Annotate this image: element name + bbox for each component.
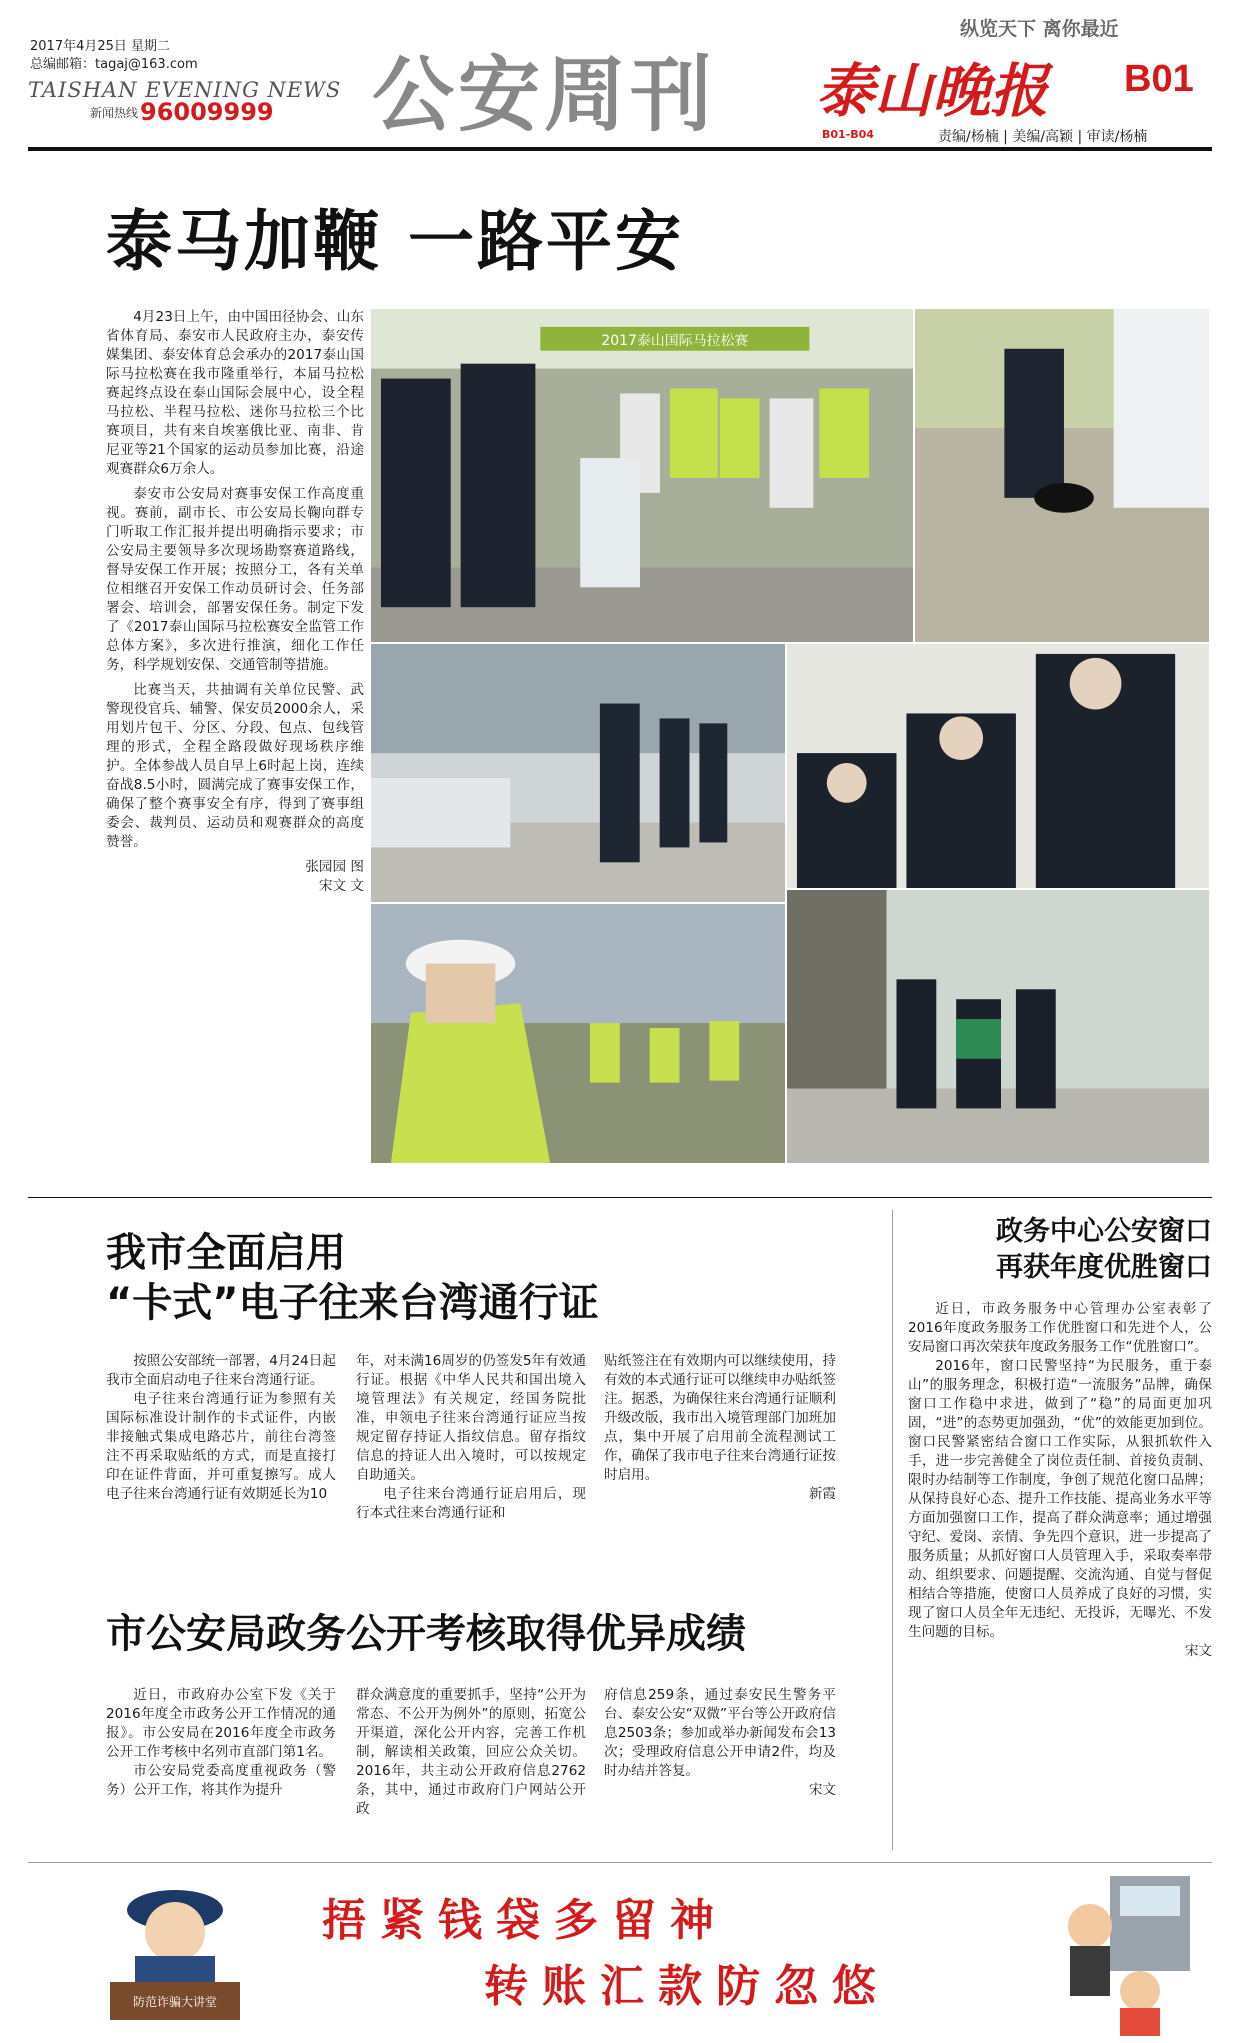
page-range: B01-B04 [822,128,874,141]
taiwan-paragraph: 贴纸签注在有效期内可以继续使用，持有效的本式通行证可以继续申办贴纸签注。据悉，为确保往来台湾通行证顺利升级改版，我市出入境管理部门加班加点，集中开展了启用前全流程测试工作，确保了我市电子往来台湾通行证按时启用。 [604,1353,836,1483]
assessment-col-3 [604,1686,836,1800]
section-title: 公安周刊 [372,48,717,143]
editors-line: 责编/杨楠 | 美编/高颖 | 审读/杨楠 [938,129,1148,145]
lead-headline: 泰马加鞭 一路平安 [106,203,684,280]
banner-rule [28,1862,1212,1863]
traffic-police-photo [370,903,786,1164]
fraud-cartoon-illustration [1040,1866,1212,2036]
taiwan-headline-line2: “卡式”电子往来台湾通行证 [106,1280,599,1326]
assessment-paragraph: 府信息259条，通过泰安民生警务平台、泰安公安“双微”平台等公开政府信息2503条；参加或举办新闻发布会13次；受理政府信息公开申请2件，均及时办结并答复。 [604,1687,836,1779]
page-number: B01 [1124,58,1194,100]
assessment-headline: 市公安局政务公开考核取得优异成绩 [106,1611,746,1657]
assessment-col-1 [106,1686,336,1800]
taiwan-paragraph: 电子往来台湾通行证启用后，现行本式往来台湾通行证和 [356,1486,586,1521]
banner-line2: 转账汇款防忽悠 [484,1961,890,2012]
taiwan-paragraph: 按照公安部统一部署，4月24日起我市全面启动电子往来台湾通行证。 [106,1353,336,1388]
section-divider [28,1197,1212,1198]
lead-paragraph: 泰安市公安局对赛事安保工作高度重视。赛前，副市长、市公安局长鞠向群专门听取工作汇报并提出明确指示要求；市公安局主要领导多次现场勘察赛道路线，督导安保工作开展；按照分工，各有关单位相继召开安保工作动员研讨会、任务部署会、培训会，部署安保任务。制定下发了《2017泰山国际马拉松赛安全监管工作总体方案》，多次进行推演，细化工作任务，科学规划安保、交通管制等措施。 [106,486,364,673]
taiwan-signature: 新霞 [808,1486,836,1502]
text-byline: 宋文 文 [318,878,364,894]
taiwan-headline-line1: 我市全面启用 [106,1230,346,1276]
photo-byline: 张园园 图 [305,859,364,875]
police-cartoon-illustration [90,1870,260,2020]
taiwan-col-1 [106,1352,336,1504]
hotline-label: 新闻热线 [90,106,139,120]
police-dog-photo [914,308,1210,643]
lead-body [106,308,364,896]
lead-paragraph: 4月23日上午，由中国田径协会、山东省体育局、泰安市人民政府主办，泰安传媒集团、泰安体育总会承办的2017泰山国际马拉松赛在我市隆重举行，本届马拉松赛起终点设在泰山国际会展中心，设全程马拉松、半程马拉松、迷你马拉松三个比赛项目，共有来自埃塞俄比亚、南非、肯尼亚等21个国家的运动员参加比赛，沿途观赛群众6万余人。 [106,309,364,477]
assessment-paragraph: 近日，市政府办公室下发《关于2016年度全市政务公开工作情况的通报》。市公安局在2016年度全市政务公开工作考核中名列市直部门第1名。 [106,1687,336,1760]
taiwan-headline [106,1228,599,1328]
window-headline [908,1214,1212,1286]
window-body [908,1300,1212,1661]
taiwan-paragraph: 电子往来台湾通行证为参照有关国际标准设计制作的卡式证件，内嵌非接触式集成电路芯片，前往台湾签注不再采取贴纸的方式，而是直接打印在证件背面，并可重复擦写。成人电子往来台湾通行证有效期延长为10 [106,1391,336,1502]
podium-sign: 防范诈骗大讲堂 [132,1995,218,2009]
marathon-banner-text: 2017泰山国际马拉松赛 [601,332,749,349]
english-name: TAISHAN EVENING NEWS [28,78,342,102]
assessment-col-2 [356,1686,586,1819]
hotline-number: 96009999 [140,98,274,126]
column-divider [892,1210,893,1850]
window-headline-line1: 政务中心公安窗口 [996,1216,1212,1247]
taiwan-col-2 [356,1352,586,1523]
date-line: 2017年4月25日 星期二 [30,39,171,54]
police-patrol-photo [370,643,786,903]
window-signature: 宋文 [1184,1643,1212,1659]
banner-line1: 捂紧钱袋多留神 [322,1895,728,1946]
window-headline-line2: 再获年度优胜窗口 [996,1252,1212,1283]
taiwan-col-3 [604,1352,836,1504]
paper-logo: 泰山晚报 [816,57,1049,125]
lead-paragraph: 比赛当天，共抽调有关单位民警、武警现役官兵、辅警、保安员2000余人，采用划片包干、分区、分段、包点、包线管理的形式，全程全路段做好现场秩序维护。全体参战人员自早上6时起上岗，连续奋战8.5小时，圆满完成了赛事安保工作，确保了整个赛事安全有序，得到了赛事组委会、裁判员、运动员和观赛群众的高度赞誉。 [106,682,364,850]
assessment-paragraph: 群众满意度的重要抓手，坚持“公开为常态、不公开为例外”的原则，拓宽公开渠道，深化公开内容，完善工作机制，解读相关政策，回应公众关切。2016年，共主动公开政府信息2762条，其中，通过市政府门户网站公开政 [356,1687,586,1817]
medical-team-photo [786,889,1210,1164]
marathon-runners-photo [370,308,914,643]
taiwan-paragraph: 年，对未满16周岁的仍签发5年有效通行证。根据《中华人民共和国出境入境管理法》有关规定，经国务院批准，申领电子往来台湾通行证应当按规定留存持证人指纹信息。留存指纹信息的持证人出入境时，可以按规定自助通关。 [356,1353,586,1483]
assessment-signature: 宋文 [808,1782,836,1798]
window-paragraph: 近日，市政务服务中心管理办公室表彰了2016年度政务服务工作优胜窗口和先进个人，公安局窗口再次荣获年度政务服务工作“优胜窗口”。 [908,1301,1212,1355]
window-paragraph: 2016年，窗口民警坚持“为民服务，重于泰山”的服务理念，积极打造“一流服务”品牌，确保窗口工作稳中求进，做到了“稳”的局面更加巩固，“进”的态势更加强劲，“优”的效能更加到位。窗口民警紧密结合窗口工作实际，从狠抓软件入手，进一步完善健全了岗位责任制、首接负责制、限时办结制等工作制度，争创了规范化窗口品牌；从保持良好心态、提升工作技能、提高业务水平等方面加强窗口工作，提高了群众满意率；通过增强守纪、爱岗、亲情、争先四个意识，进一步提高了服务质量；从抓好窗口人员管理入手，采取奏率带动、组织要求、问题提醒、交流沟通、自觉与督促相结合等措施，使窗口人员养成了良好的习惯，实现了窗口人员全年无违纪、无投诉，无曝光、不发生问题的目标。 [908,1358,1212,1640]
drone-police-photo [786,643,1210,889]
assessment-paragraph: 市公安局党委高度重视政务（警务）公开工作，将其作为提升 [106,1763,336,1798]
masthead-rule [28,147,1212,151]
slogan: 纵览天下 离你最近 [960,18,1119,40]
email-line: 总编邮箱：tagaj@163.com [30,57,198,72]
